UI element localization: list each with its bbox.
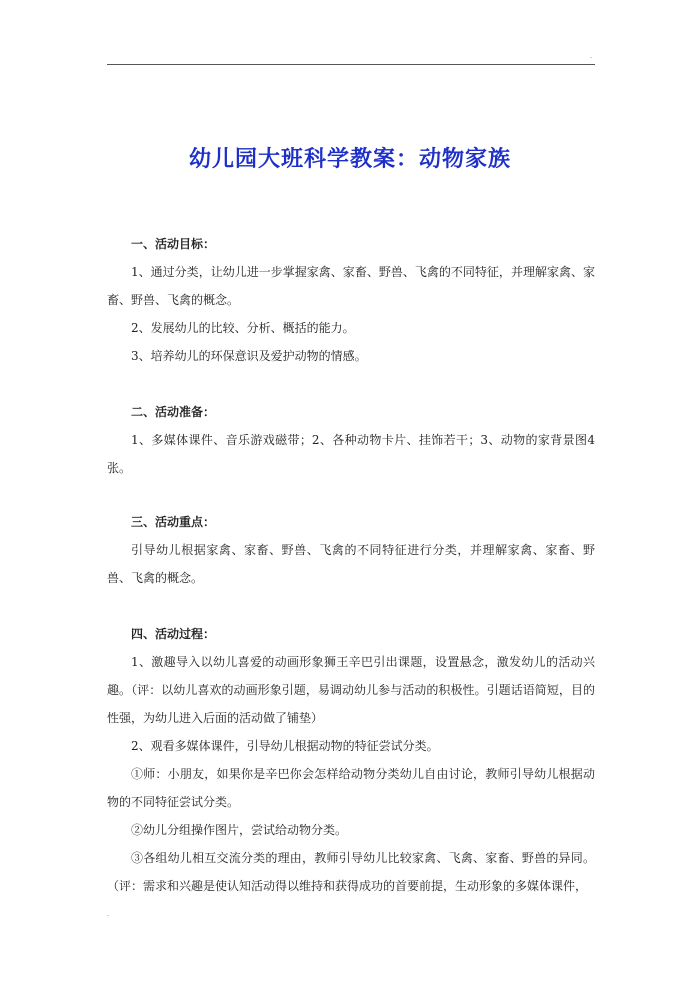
paragraph: 2、观看多媒体课件，引导幼儿根据动物的特征尝试分类。 (131, 739, 439, 753)
paragraph: 3、培养幼儿的环保意识及爱护动物的情感。 (131, 349, 367, 363)
section-process (107, 620, 595, 900)
section-focus (107, 508, 595, 592)
paragraph: 1、通过分类，让幼儿进一步掌握家禽、家畜、野兽、飞禽的不同特征，并理解家禽、家畜、野兽、飞禽的概念。 (107, 265, 595, 307)
paragraph: 1、激趣导入以幼儿喜爱的动画形象狮王辛巴引出课题，设置悬念，激发幼儿的活动兴趣。（评：以幼儿喜欢的动画形象引题，易调动幼儿参与活动的积极性。引题话语简短，目的性强，为幼儿进入后面的活动做了铺垫） (107, 655, 595, 725)
paragraph: ②幼儿分组操作图片，尝试给动物分类。 (131, 823, 348, 837)
section-preparation (107, 398, 595, 482)
paragraph: 2、发展幼儿的比较、分析、概括的能力。 (131, 321, 355, 335)
section-goals (107, 230, 595, 370)
section-heading: 三、活动重点： (131, 515, 216, 529)
section-heading: 四、活动过程： (131, 627, 216, 641)
section-heading: 一、活动目标： (131, 237, 216, 251)
paragraph: ③各组幼儿相互交流分类的理由，教师引导幼儿比较家禽、飞禽、家畜、野兽的异同。（评：需求和兴趣是使认知活动得以维持和获得成功的首要前提，生动形象的多媒体课件， (107, 851, 595, 893)
paragraph: ①师：小朋友，如果你是辛巴你会怎样给动物分类幼儿自由讨论，教师引导幼儿根据动物的不同特征尝试分类。 (107, 767, 595, 809)
section-heading: 二、活动准备： (131, 405, 216, 419)
header-rule (107, 64, 595, 65)
footer-mark: · (107, 912, 110, 920)
document-title: 幼儿园大班科学教案：动物家族 (188, 147, 511, 172)
header-mark: · (590, 54, 593, 62)
paragraph: 引导幼儿根据家禽、家畜、野兽、飞禽的不同特征进行分类，并理解家禽、家畜、野兽、飞禽的概念。 (107, 543, 595, 585)
paragraph: 1、多媒体课件、音乐游戏磁带；2、各种动物卡片、挂饰若干；3、动物的家背景图4张。 (107, 433, 595, 475)
